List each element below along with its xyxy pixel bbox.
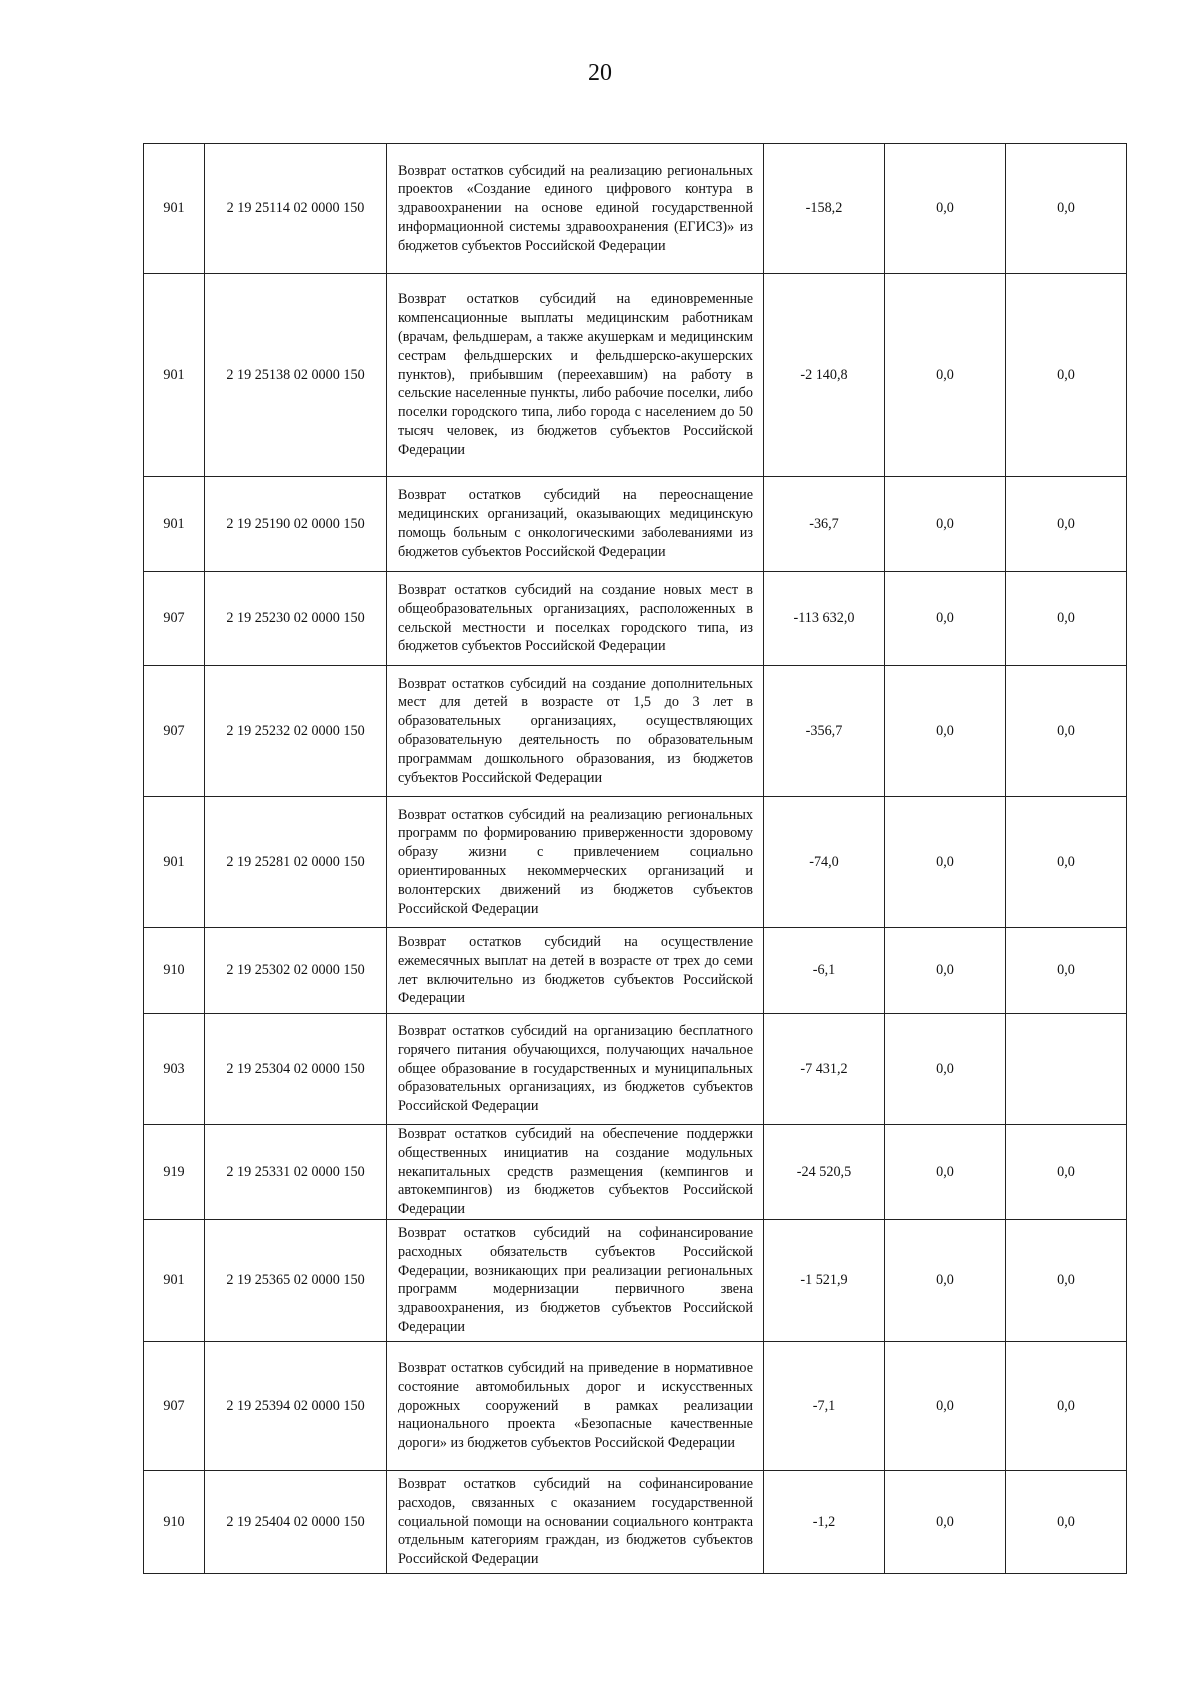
description-text: Возврат остатков субсидий на единовременные компенсационные выплаты медицинским работникам (врачам, фельдшерам, а также акушеркам и медицинским сестрам фельдшерских и фельдшерско-акушерских пунктов), прибывшим (переехавшим) на работу в сельские населенные пункты, либо рабочие поселки, либо поселки городского типа, либо города с населением до 50 тысяч человек, из бюджетов субъектов Российской Федерации bbox=[398, 291, 753, 458]
value-cell-3: 0,0 bbox=[1006, 572, 1127, 666]
description-text: Возврат остатков субсидий на осуществление ежемесячных выплат на детей в возрасте от трех до семи лет включительно из бюджетов субъектов Российской Федерации bbox=[398, 933, 753, 1007]
admin-code-cell: 907 bbox=[144, 1341, 205, 1470]
value-cell-1: -2 140,8 bbox=[764, 274, 885, 477]
table-row bbox=[144, 1014, 1127, 1125]
admin-code-cell: 907 bbox=[144, 666, 205, 797]
description-text: Возврат остатков субсидий на обеспечение поддержки общественных инициатив на создание модульных некапитальных средств размещения (кемпингов и автокемпингов) из бюджетов субъектов Российской Федерации bbox=[398, 1126, 753, 1218]
description-cell bbox=[387, 274, 764, 477]
admin-code-cell: 907 bbox=[144, 572, 205, 666]
value-cell-2: 0,0 bbox=[885, 572, 1006, 666]
value-cell-3: 0,0 bbox=[1006, 477, 1127, 572]
table-row bbox=[144, 1125, 1127, 1220]
table-row bbox=[144, 1219, 1127, 1341]
value-cell-3: 0,0 bbox=[1006, 1470, 1127, 1573]
description-cell bbox=[387, 1219, 764, 1341]
description-cell bbox=[387, 666, 764, 797]
value-cell-1: -1 521,9 bbox=[764, 1219, 885, 1341]
value-cell-1: -1,2 bbox=[764, 1470, 885, 1573]
table-row bbox=[144, 274, 1127, 477]
table-row bbox=[144, 797, 1127, 928]
budget-table bbox=[143, 143, 1127, 1574]
value-cell-2: 0,0 bbox=[885, 1219, 1006, 1341]
value-cell-1: -7,1 bbox=[764, 1341, 885, 1470]
value-cell-3: 0,0 bbox=[1006, 1341, 1127, 1470]
description-cell bbox=[387, 144, 764, 274]
budget-code-cell: 2 19 25304 02 0000 150 bbox=[205, 1014, 387, 1125]
value-cell-2: 0,0 bbox=[885, 1341, 1006, 1470]
description-cell bbox=[387, 1014, 764, 1125]
value-cell-2: 0,0 bbox=[885, 928, 1006, 1014]
value-cell-2: 0,0 bbox=[885, 274, 1006, 477]
budget-code-cell: 2 19 25281 02 0000 150 bbox=[205, 797, 387, 928]
admin-code-cell: 910 bbox=[144, 928, 205, 1014]
value-cell-3: 0,0 bbox=[1006, 1125, 1127, 1220]
admin-code-cell: 901 bbox=[144, 274, 205, 477]
value-cell-1: -74,0 bbox=[764, 797, 885, 928]
table-row bbox=[144, 1341, 1127, 1470]
budget-code-cell: 2 19 25230 02 0000 150 bbox=[205, 572, 387, 666]
value-cell-1: -7 431,2 bbox=[764, 1014, 885, 1125]
value-cell-1: -36,7 bbox=[764, 477, 885, 572]
value-cell-2: 0,0 bbox=[885, 1125, 1006, 1220]
value-cell-2: 0,0 bbox=[885, 797, 1006, 928]
budget-code-cell: 2 19 25365 02 0000 150 bbox=[205, 1219, 387, 1341]
budget-code-cell: 2 19 25114 02 0000 150 bbox=[205, 144, 387, 274]
budget-code-cell: 2 19 25394 02 0000 150 bbox=[205, 1341, 387, 1470]
page-number: 20 bbox=[588, 60, 612, 86]
value-cell-1: -24 520,5 bbox=[764, 1125, 885, 1220]
admin-code-cell: 901 bbox=[144, 797, 205, 928]
value-cell-3: 0,0 bbox=[1006, 1219, 1127, 1341]
admin-code-cell: 910 bbox=[144, 1470, 205, 1573]
value-cell-3 bbox=[1006, 1014, 1127, 1125]
value-cell-3: 0,0 bbox=[1006, 928, 1127, 1014]
budget-code-cell: 2 19 25404 02 0000 150 bbox=[205, 1470, 387, 1573]
value-cell-2: 0,0 bbox=[885, 477, 1006, 572]
admin-code-cell: 901 bbox=[144, 477, 205, 572]
description-cell bbox=[387, 477, 764, 572]
table-row bbox=[144, 1470, 1127, 1573]
value-cell-1: -356,7 bbox=[764, 666, 885, 797]
table-row bbox=[144, 144, 1127, 274]
value-cell-2: 0,0 bbox=[885, 1014, 1006, 1125]
description-text: Возврат остатков субсидий на создание новых мест в общеобразовательных организациях, расположенных в сельской местности и поселках городского типа, из бюджетов субъектов Российской Федерации bbox=[398, 581, 753, 655]
admin-code-cell: 919 bbox=[144, 1125, 205, 1220]
description-cell bbox=[387, 1341, 764, 1470]
budget-code-cell: 2 19 25331 02 0000 150 bbox=[205, 1125, 387, 1220]
description-text: Возврат остатков субсидий на реализацию региональных проектов «Создание единого цифрового контура в здравоохранении на основе единой государственной информационной системы здравоохранения (ЕГИСЗ)» из бюджетов субъектов Российской Федерации bbox=[398, 162, 753, 254]
value-cell-3: 0,0 bbox=[1006, 666, 1127, 797]
value-cell-1: -113 632,0 bbox=[764, 572, 885, 666]
description-text: Возврат остатков субсидий на приведение в нормативное состояние автомобильных дорог и искусственных дорожных сооружений в рамках реализации национального проекта «Безопасные качественные дороги» из бюджетов субъектов Российской Федерации bbox=[398, 1359, 753, 1452]
admin-code-cell: 901 bbox=[144, 1219, 205, 1341]
budget-code-cell: 2 19 25138 02 0000 150 bbox=[205, 274, 387, 477]
table-row bbox=[144, 928, 1127, 1014]
admin-code-cell: 903 bbox=[144, 1014, 205, 1125]
table-row bbox=[144, 572, 1127, 666]
description-text: Возврат остатков субсидий на реализацию региональных программ по формированию приверженности здоровому образу жизни с привлечением социально ориентированных некоммерческих организаций и волонтерских движений из бюджетов субъектов Российской Федерации bbox=[398, 806, 753, 917]
value-cell-1: -158,2 bbox=[764, 144, 885, 274]
description-cell bbox=[387, 572, 764, 666]
description-text: Возврат остатков субсидий на софинансирование расходных обязательств субъектов Российской Федерации, возникающих при реализации региональных программ модернизации первичного звена здравоохранения, из бюджетов субъектов Российской Федерации bbox=[398, 1225, 753, 1336]
description-cell bbox=[387, 1470, 764, 1573]
value-cell-2: 0,0 bbox=[885, 1470, 1006, 1573]
value-cell-3: 0,0 bbox=[1006, 144, 1127, 274]
description-text: Возврат остатков субсидий на софинансирование расходов, связанных с оказанием государственной социальной помощи на основании социального контракта отдельным категориям граждан, из бюджетов субъектов Российской Федерации bbox=[398, 1475, 753, 1568]
admin-code-cell: 901 bbox=[144, 144, 205, 274]
budget-code-cell: 2 19 25190 02 0000 150 bbox=[205, 477, 387, 572]
value-cell-3: 0,0 bbox=[1006, 274, 1127, 477]
value-cell-2: 0,0 bbox=[885, 144, 1006, 274]
description-text: Возврат остатков субсидий на создание дополнительных мест для детей в возрасте от 1,5 до 3 лет в образовательных организациях, осуществляющих образовательную деятельность по образовательным программам дошкольного образования, из бюджетов субъектов Российской Федерации bbox=[398, 675, 753, 786]
table-row bbox=[144, 666, 1127, 797]
description-cell bbox=[387, 797, 764, 928]
table-row bbox=[144, 477, 1127, 572]
value-cell-2: 0,0 bbox=[885, 666, 1006, 797]
value-cell-1: -6,1 bbox=[764, 928, 885, 1014]
budget-code-cell: 2 19 25232 02 0000 150 bbox=[205, 666, 387, 797]
description-cell bbox=[387, 1125, 764, 1220]
description-text: Возврат остатков субсидий на переоснащение медицинских организаций, оказывающих медицинскую помощь больным с онкологическими заболеваниями из бюджетов субъектов Российской Федерации bbox=[398, 487, 753, 560]
budget-code-cell: 2 19 25302 02 0000 150 bbox=[205, 928, 387, 1014]
value-cell-3: 0,0 bbox=[1006, 797, 1127, 928]
description-cell bbox=[387, 928, 764, 1014]
description-text: Возврат остатков субсидий на организацию бесплатного горячего питания обучающихся, получающих начальное общее образование в государственных и муниципальных образовательных организациях, из бюджетов субъектов Российской Федерации bbox=[398, 1023, 753, 1115]
